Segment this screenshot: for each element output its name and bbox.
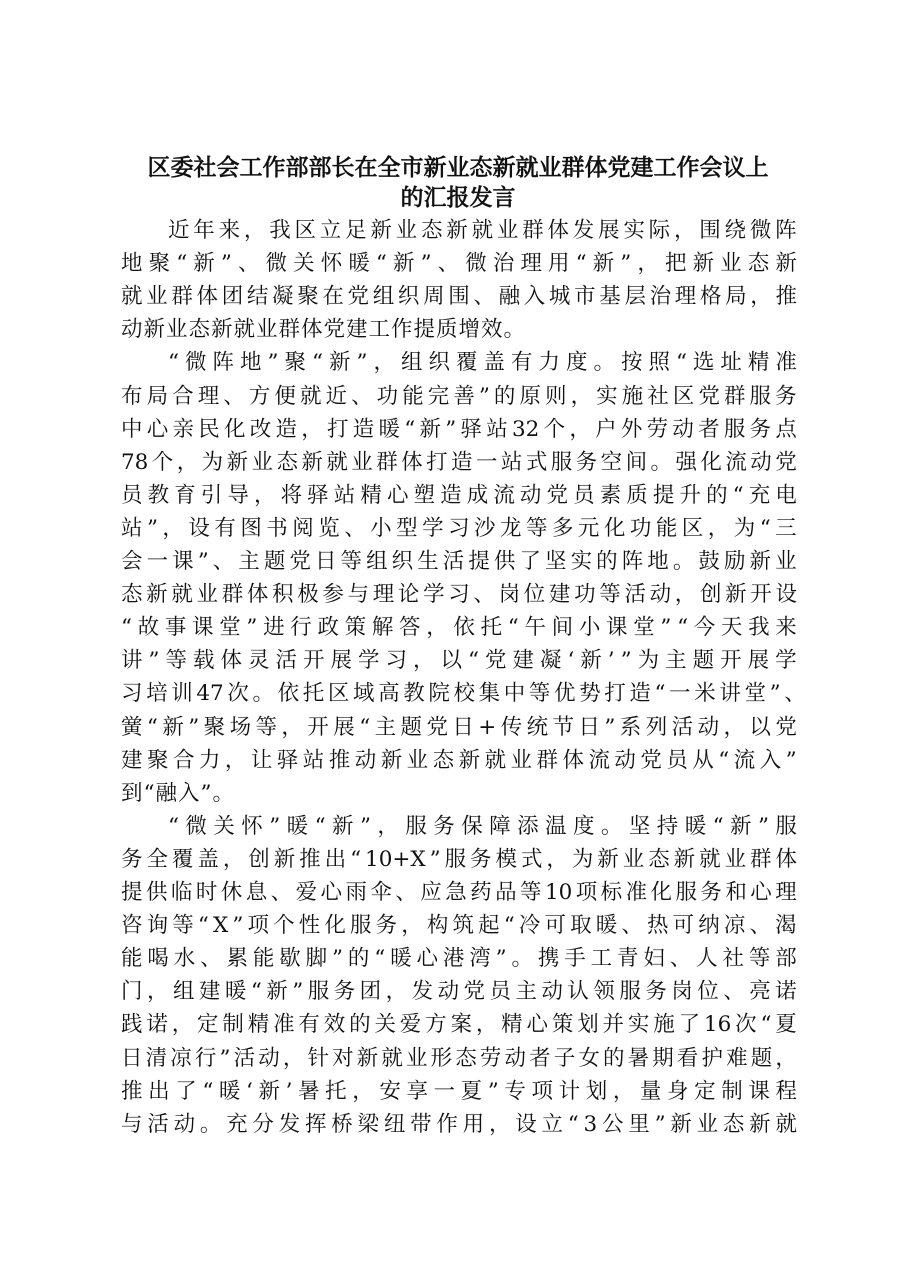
body-text-line: “ 故 事 课 堂 ” 进 行 政 策 解 答 ， 依 托 “ 午 间 小 课 堂 ” “ 今 天 我 来 — [121, 615, 797, 641]
body-text-line: 习 培 训 47 次 。 依 托 区 域 高 教 院 校 集 中 等 优 势 打 造 “ 一 米 讲 堂 ” 、 — [121, 681, 806, 707]
body-text-line: 践 诺 ， 定 制 精 准 有 效 的 关 爱 方 案 ， 精 心 策 划 并 实 施 了 16 次 “ 夏 — [121, 1012, 797, 1038]
body-text-line: “ 微 关 怀 ” 暖 “ 新 ” ， 服 务 保 障 添 温 度 。 坚 持 暖 “ 新 ” 服 — [168, 813, 797, 839]
document-title-line-1: 区委社会工作部部长在全市新业态新就业群体党建工作会议上 — [147, 154, 769, 181]
body-text-line: 推 出 了 “ 暖 ‘ 新 ’ 暑 托 ， 安 享 一 夏 ” 专 项 计 划 ， 量 身 定 制 课 程 — [121, 1078, 797, 1104]
body-text-line: 咨 询 等 “ X ” 项 个 性 化 服 务 ， 构 筑 起 “ 冷 可 取 暖 、 热 可 纳 凉 、 渴 — [121, 913, 797, 939]
document-title-line-2: 的汇报发言 — [400, 184, 516, 211]
body-text-line: 建 聚 合 力 ， 让 驿 站 推 动 新 业 态 新 就 业 群 体 流 动 党 员 从 “ 流 入 ” — [121, 747, 797, 773]
body-text-line: 黉 “ 新 ” 聚 场 等 ， 开 展 “ 主 题 党 日 + 传 统 节 日 ” 系 列 活 动 ， 以 党 — [121, 714, 797, 740]
body-text-line: 到“融入”。 — [121, 780, 235, 806]
body-text-line: 动新业态新就业群体党建工作提质增效。 — [121, 317, 527, 343]
body-text-line: 与 活 动 。 充 分 发 挥 桥 梁 纽 带 作 用 ， 设 立 “ 3 公 里 ” 新 业 态 新 就 — [121, 1111, 797, 1137]
body-text-line: 就 业 群 体 团 结 凝 聚 在 党 组 织 周 围 、 融 入 城 市 基 层 治 理 格 局 ， 推 — [121, 284, 797, 310]
body-text-line: 布 局 合 理 、 方 便 就 近 、 功 能 完 善 ” 的 原 则 ， 实 施 社 区 党 群 服 务 — [121, 383, 797, 409]
body-text-line: 日 清 凉 行 ” 活 动 ， 针 对 新 就 业 形 态 劳 动 者 子 女 的 暑 期 看 护 难 题 ， — [121, 1045, 797, 1071]
body-text-line: 门 ， 组 建 暖 “ 新 ” 服 务 团 ， 发 动 党 员 主 动 认 领 服 务 岗 位 、 亮 诺 — [121, 979, 797, 1005]
body-text-line: 地 聚 “ 新 ” 、 微 关 怀 暖 “ 新 ” 、 微 治 理 用 “ 新 ” ， 把 新 业 态 新 — [121, 251, 797, 277]
body-text-line: 务 全 覆 盖 ， 创 新 推 出 “ 10+X ” 服 务 模 式 ， 为 新 业 态 新 就 业 群 体 — [121, 846, 797, 872]
body-text-line: 会 一 课 ” 、 主 题 党 日 等 组 织 生 活 提 供 了 坚 实 的 阵 地 。 鼓 励 新 业 — [121, 549, 797, 574]
body-text-line: 员 教 育 引 导 ， 将 驿 站 精 心 塑 造 成 流 动 党 员 素 质 提 升 的 “ 充 电 — [121, 482, 797, 508]
body-text-line: 态 新 就 业 群 体 积 极 参 与 理 论 学 习 、 岗 位 建 功 等 活 动 ， 创 新 开 设 — [121, 582, 797, 608]
body-text-line: “ 微 阵 地 ” 聚 “ 新 ” ， 组 织 覆 盖 有 力 度 。 按 照 “ 选 址 精 准 — [168, 350, 797, 376]
body-text-line: 能 喝 水 、 累 能 歇 脚 ” 的 “ 暖 心 港 湾 ” 。 携 手 工 青 妇 、 人 社 等 部 — [121, 946, 797, 972]
body-text-line: 78 个 ， 为 新 业 态 新 就 业 群 体 打 造 一 站 式 服 务 空 间 。 强 化 流 动 党 — [121, 449, 797, 475]
body-text-line: 近 年 来 ， 我 区 立 足 新 业 态 新 就 业 群 体 发 展 实 际 ， 围 绕 微 阵 — [168, 218, 797, 243]
body-text-line: 站 ” ， 设 有 图 书 阅 览 、 小 型 学 习 沙 龙 等 多 元 化 功 能 区 ， 为 “ 三 — [121, 515, 797, 541]
body-text-line: 讲 ” 等 载 体 灵 活 开 展 学 习 ， 以 “ 党 建 凝 ‘ 新 ’ ” 为 主 题 开 展 学 — [121, 648, 797, 674]
body-text-line: 中 心 亲 民 化 改 造 ， 打 造 暖 “ 新 ” 驿 站 32 个 ， 户 外 劳 动 者 服 务 点 — [121, 416, 797, 442]
body-text-line: 提 供 临 时 休 息 、 爱 心 雨 伞 、 应 急 药 品 等 10 项 标 准 化 服 务 和 心 理 — [121, 880, 797, 905]
